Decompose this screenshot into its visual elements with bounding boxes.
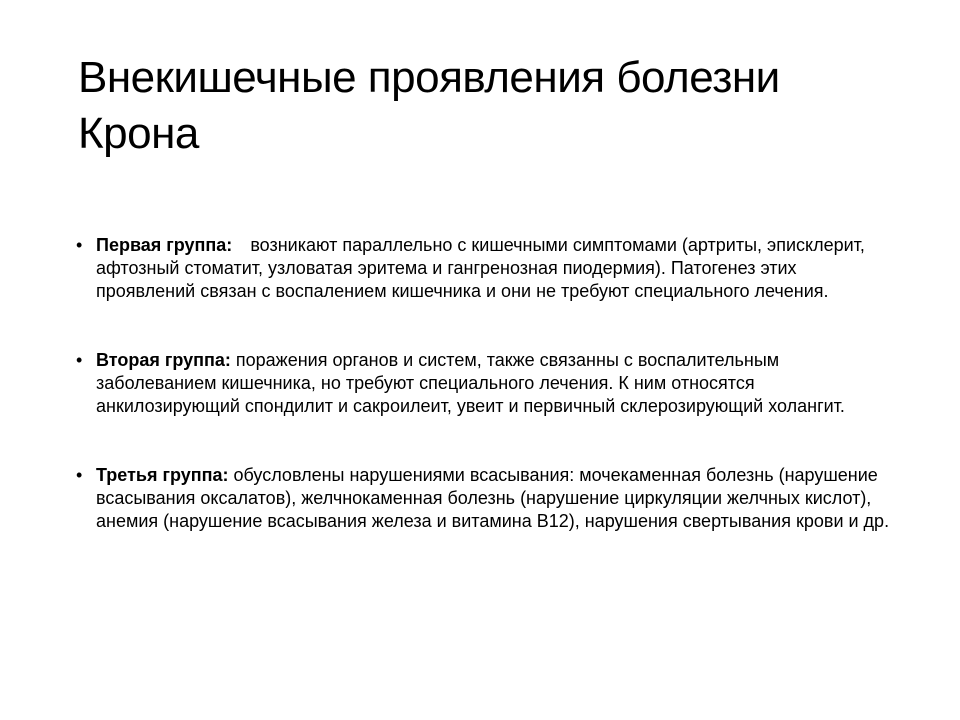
- slide-title: Внекишечные проявления болезни Крона: [78, 53, 780, 158]
- bullet-item-second-group: [76, 349, 896, 418]
- bullet-item-first-group: [76, 234, 896, 303]
- bullet-text: обусловлены нарушениями всасывания: мочекаменная болезнь (нарушение всасывания оксалатов), желчнокаменная болезнь (нарушение циркуляции желчных кислот), анемия (нарушение всасывания железа и витамина B12), нарушения свертывания крови и др.: [96, 465, 890, 531]
- bullet-label: Третья группа:: [96, 465, 229, 485]
- bullet-dot-icon: •: [76, 465, 83, 485]
- bullet-list: [76, 234, 896, 533]
- bullet-label: Первая группа:: [96, 235, 233, 255]
- bullet-text: поражения органов и систем, также связанны с воспалительным заболеванием кишечника, но требуют специального лечения. К ним относятся анкилозирующий спондилит и сакроилеит, увеит и первичный склерозирующий холангит.: [96, 350, 845, 416]
- bullet-label: Вторая группа:: [96, 350, 231, 370]
- bullet-text: возникают параллельно с кишечными симптомами (артриты, эписклерит, афтозный стоматит, узловатая эритема и гангренозная пиодермия). Патогенез этих проявлений связан с воспалением кишечника и они не требуют специального лечения.: [96, 235, 865, 301]
- bullet-dot-icon: •: [76, 235, 83, 255]
- bullet-dot-icon: •: [76, 350, 83, 370]
- bullet-item-third-group: [76, 464, 896, 533]
